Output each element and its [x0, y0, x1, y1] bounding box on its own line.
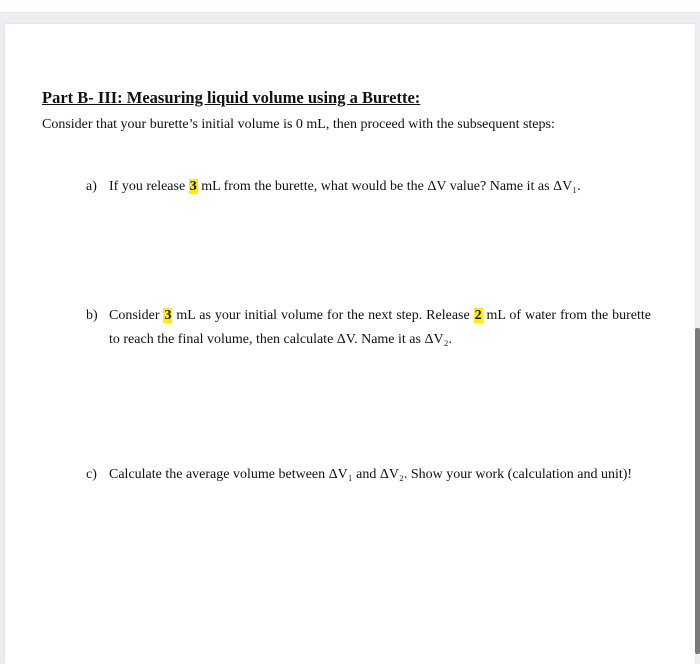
section-heading: Part B- III: Measuring liquid volume using a Burette: — [42, 88, 421, 107]
question-b-highlight-1: 3 — [164, 308, 172, 323]
question-b-text — [109, 304, 651, 352]
question-b-part3: mL of water from the burette to reach the final volume, then calculate ΔV. Name it as ΔV₂. — [109, 308, 652, 347]
vertical-scrollbar[interactable] — [695, 328, 700, 654]
question-a — [86, 175, 651, 199]
question-c — [86, 463, 651, 487]
question-b-part2: mL as your initial volume for the next step. Release — [172, 308, 474, 323]
question-c-label: c) — [86, 467, 97, 482]
question-b-highlight-2: 2 — [474, 308, 482, 323]
question-b-part1: Consider — [109, 308, 164, 323]
question-a-part2: mL from the burette, what would be the ΔV value? Name it as ΔV₁. — [197, 179, 581, 194]
question-b-label: b) — [86, 308, 98, 323]
question-a-label: a) — [86, 179, 97, 194]
question-a-text — [109, 175, 651, 199]
question-a-highlight-1: 3 — [189, 179, 197, 194]
intro-text: Consider that your burette’s initial volume is 0 mL, then proceed with the subsequent steps: — [42, 117, 555, 132]
top-strip — [0, 0, 700, 13]
question-a-part1: If you release — [109, 179, 189, 194]
question-c-text: Calculate the average volume between ΔV₁ and ΔV₂. Show your work (calculation and unit)! — [109, 467, 633, 482]
question-b — [86, 304, 651, 352]
